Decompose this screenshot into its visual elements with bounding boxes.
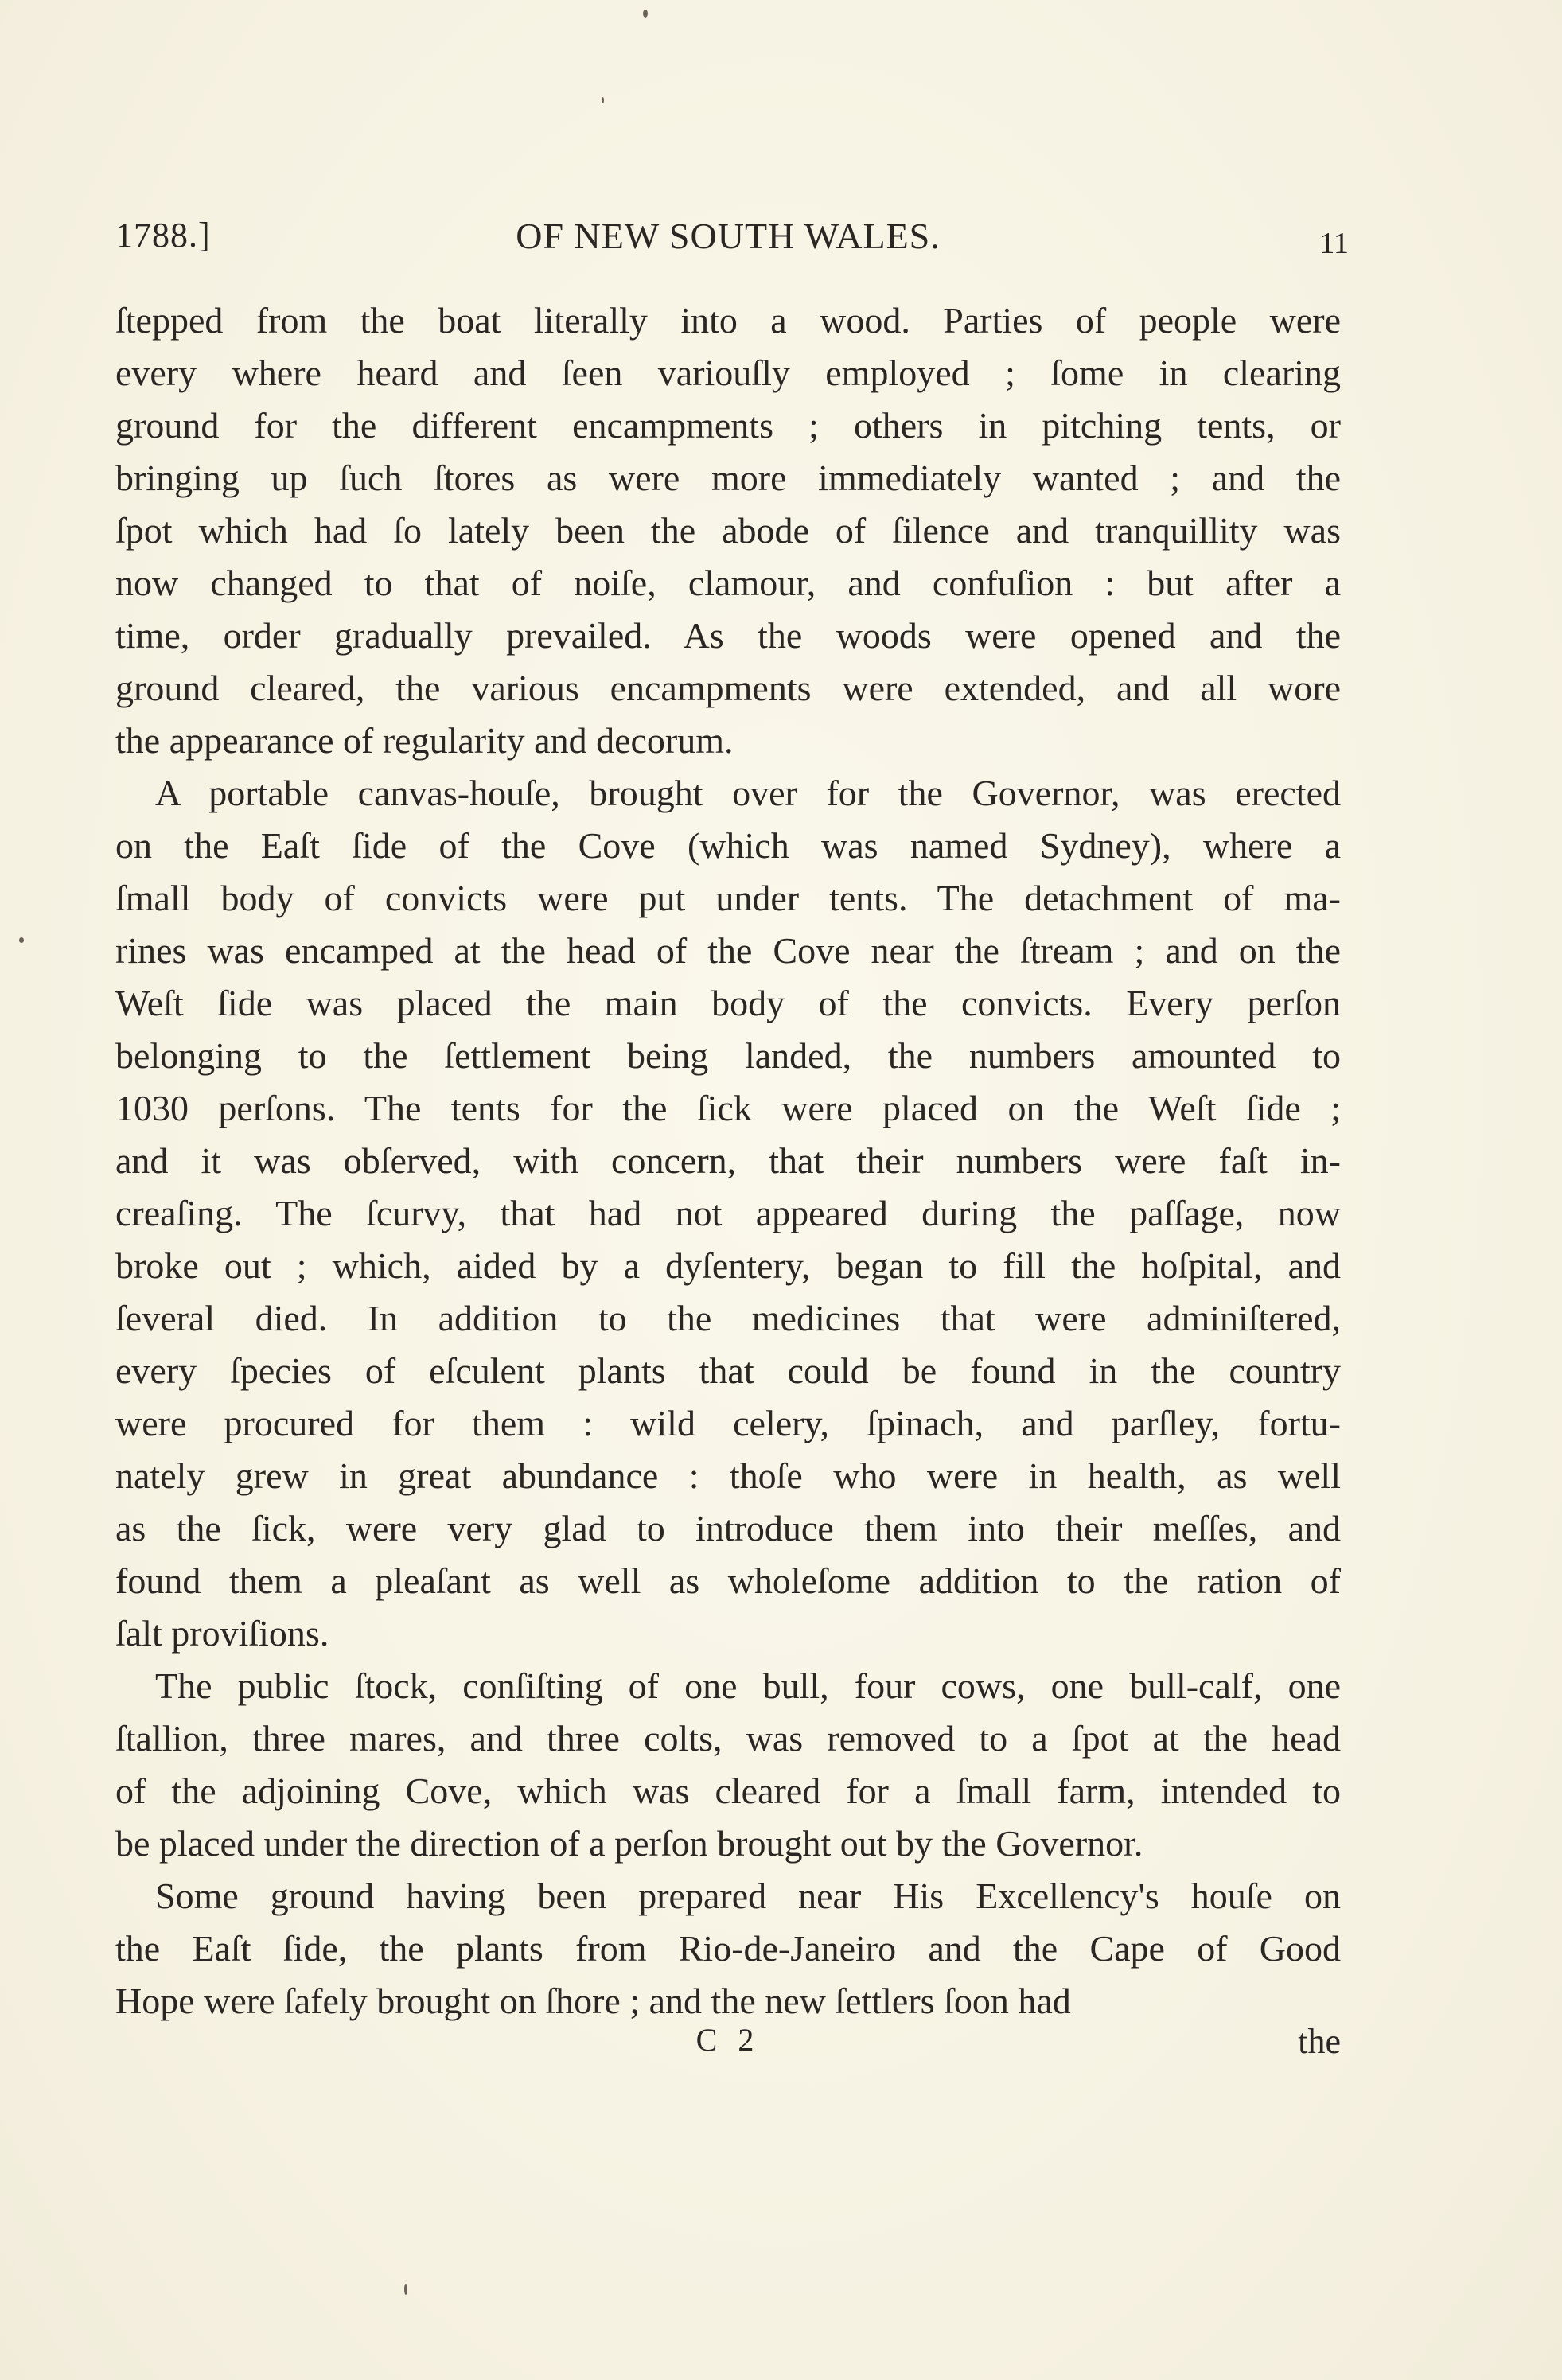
text-line: creaſing. The ſcurvy, that had not appeared during the paſſage, now [115,1193,1341,1233]
text-line: rines was encamped at the head of the Cove near the ſtream ; and on the [115,930,1341,971]
text-line: ground for the different encampments ; others in pitching tents, or [115,405,1341,446]
text-line: Some ground having been prepared near His Excellency's houſe on [155,1876,1341,1916]
running-head [115,215,1349,271]
text-line: broke out ; which, aided by a dyſentery, began to fill the hoſpital, and [115,1245,1341,1286]
text-line: The public ſtock, conſiſting of one bull, four cows, one bull-calf, one [155,1665,1341,1706]
text-line: Hope were ſafely brought on ſhore ; and the new ſettlers ſoon had [115,1981,1071,2021]
signature-mark: C 2 [695,2022,761,2058]
text-line: were procured for them : wild celery, ſpinach, and parſley, fortu- [115,1403,1341,1443]
paragraph [115,1660,1341,1870]
text-line: ground cleared, the various encampments were extended, and all wore [115,668,1341,708]
text-line: the appearance of regularity and decorum. [115,720,734,761]
text-line: now changed to that of noiſe, clamour, and confuſion : but after a [115,563,1341,603]
text-line: on the Eaſt ſide of the Cove (which was named Sydney), where a [115,825,1341,866]
paragraph [115,1870,1341,2027]
ink-speck [602,97,604,103]
page-footer [115,2021,1341,2077]
text-line: and it was obſerved, with concern, that their numbers were faſt in- [115,1140,1341,1181]
paragraph [115,767,1341,1660]
text-line: bringing up ſuch ſtores as were more immediately wanted ; and the [115,458,1341,498]
catchword: the [1298,2022,1341,2061]
text-line: every where heard and ſeen variouſly employed ; ſome in clearing [115,353,1341,393]
text-line: ſtepped from the boat literally into a wood. Parties of people were [115,300,1341,341]
ink-speck [404,2284,407,2295]
text-line: of the adjoining Cove, which was cleared for a ſmall farm, intended to [115,1770,1341,1811]
ink-speck [19,937,24,943]
text-line: the Eaſt ſide, the plants from Rio-de-Janeiro and the Cape of Good [115,1928,1341,1969]
text-line: ſeveral died. In addition to the medicines that were adminiſtered, [115,1298,1341,1338]
body-text [115,294,1341,2027]
text-line: nately grew in great abundance : thoſe who were in health, as well [115,1455,1341,1496]
ink-speck [643,10,648,18]
page-number: 11 [1319,227,1349,260]
text-line: as the ſick, were very glad to introduce them into their meſſes, and [115,1508,1341,1548]
text-line: Weſt ſide was placed the main body of the convicts. Every perſon [115,983,1341,1023]
text-line: ſalt proviſions. [115,1613,329,1654]
text-line: every ſpecies of eſculent plants that could be found in the country [115,1350,1341,1391]
text-line: time, order gradually prevailed. As the woods were opened and the [115,615,1341,656]
text-line: be placed under the direction of a perſon brought out by the Governor. [115,1823,1143,1864]
text-line: found them a pleaſant as well as wholeſome addition to the ration of [115,1560,1341,1601]
text-line: A portable canvas-houſe, brought over for the Governor, was erected [155,773,1341,813]
text-line: ſmall body of convicts were put under tents. The detachment of ma- [115,878,1341,918]
text-line: ſtallion, three mares, and three colts, was removed to a ſpot at the head [115,1718,1341,1759]
running-head-title: OF NEW SOUTH WALES. [516,216,941,256]
running-head-year: 1788.] [115,216,211,255]
paragraph [115,294,1341,767]
text-line: 1030 perſons. The tents for the ſick were placed on the Weſt ſide ; [115,1088,1341,1128]
text-line: ſpot which had ſo lately been the abode of ſilence and tranquillity was [115,510,1341,551]
text-line: belonging to the ſettlement being landed, the numbers amounted to [115,1035,1341,1076]
